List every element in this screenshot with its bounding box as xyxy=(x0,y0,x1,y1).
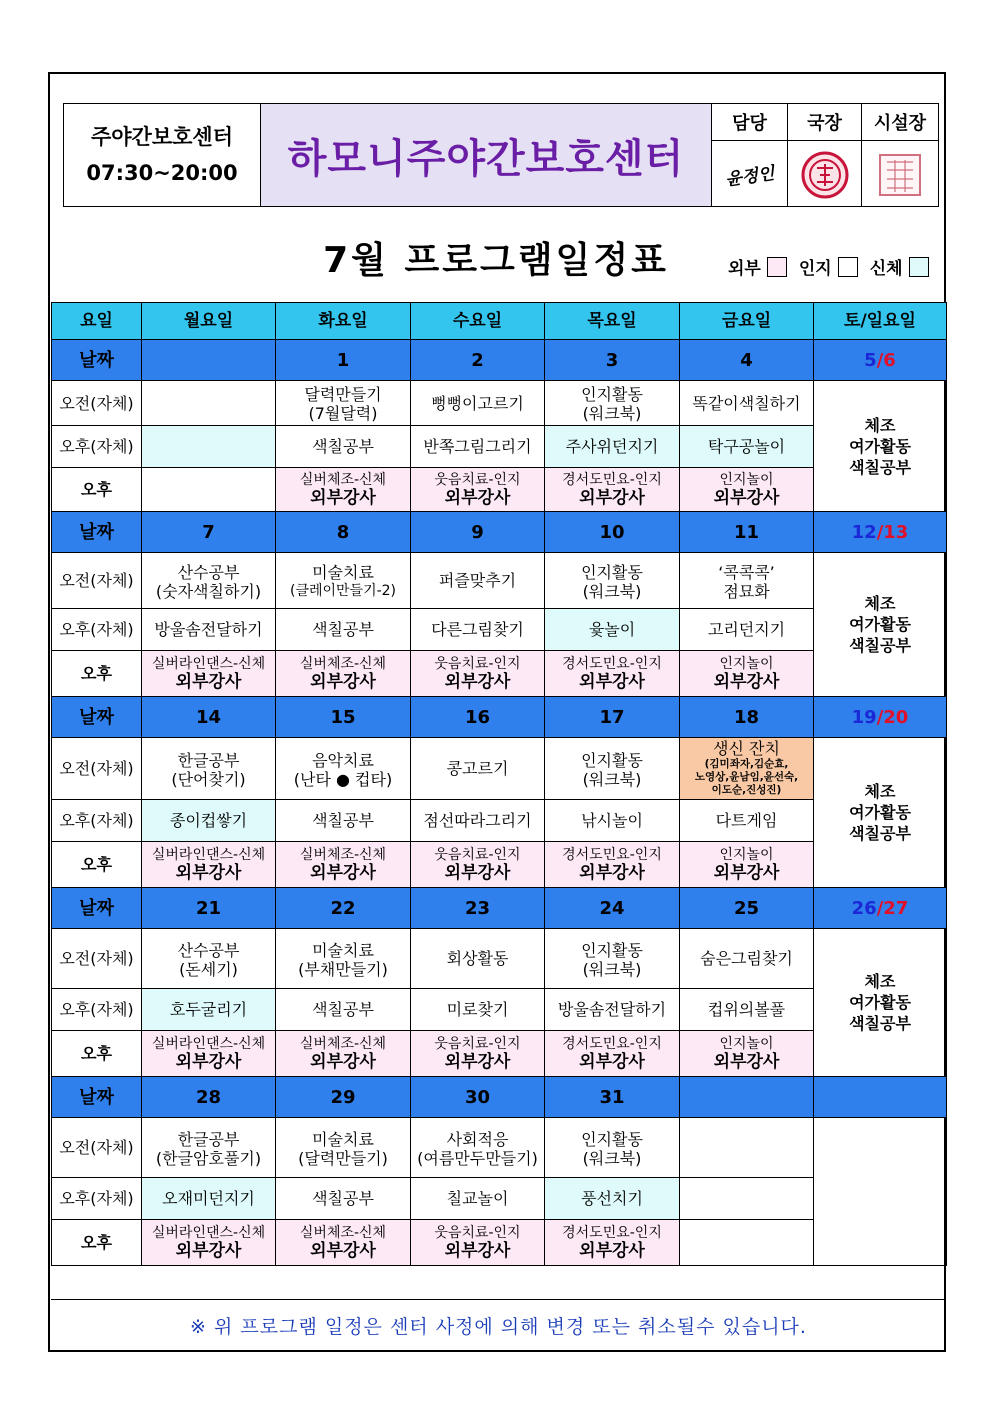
am-activity-cell xyxy=(680,929,814,989)
pm-self-activity-cell: 호두굴리기 xyxy=(142,989,276,1031)
pm-row-label: 오후 xyxy=(52,842,142,888)
pm-activity-instructor: 외부강사 xyxy=(579,672,645,692)
pm-activity-name: 웃음치료-인지 xyxy=(434,1225,521,1241)
legend-swatch-cognitive xyxy=(838,257,858,277)
pm-activity-instructor: 외부강사 xyxy=(310,1052,376,1072)
am-activity-text: (달력만들기) xyxy=(298,1148,388,1168)
am-activity-cell xyxy=(411,553,545,609)
pm-activity-instructor: 외부강사 xyxy=(579,1052,645,1072)
footer-note: ※ 위 프로그램 일정은 센터 사정에 의해 변경 또는 취소될수 있습니다. xyxy=(51,1299,946,1350)
legend-label-physical: 신체 xyxy=(869,259,903,279)
sign-box-director xyxy=(788,103,862,207)
pm-self-activity-cell: 윷놀이 xyxy=(545,609,680,651)
am-activity-cell xyxy=(545,1118,680,1178)
director-seal-icon xyxy=(800,150,850,200)
pm-row-label: 오후 xyxy=(52,651,142,697)
am-row-label: 오전(자체) xyxy=(52,1118,142,1178)
am-activity-text: (숫자색칠하기) xyxy=(155,581,262,601)
pm-self-row-label: 오후(자체) xyxy=(52,609,142,651)
am-activity-cell xyxy=(411,381,545,426)
am-activity-text: 숨은그림찾기 xyxy=(700,949,793,968)
pm-self-activity-cell: 색칠공부 xyxy=(276,1178,411,1220)
am-activity-text: (클레이만들기-2) xyxy=(289,582,397,599)
pm-activity-cell xyxy=(142,468,276,512)
am-activity-text: 달력만들기 xyxy=(304,385,382,404)
column-header: 요일 xyxy=(52,303,142,340)
am-activity-text: (워크북) xyxy=(582,1148,642,1168)
am-activity-text: (워크북) xyxy=(582,581,642,601)
date-cell: 3 xyxy=(545,340,680,381)
saturday-date: 19 xyxy=(851,706,877,728)
pm-row-label: 오후 xyxy=(52,468,142,512)
date-cell: 15 xyxy=(276,697,411,738)
pm-activity-instructor: 외부강사 xyxy=(713,672,780,692)
am-row-label: 오전(자체) xyxy=(52,381,142,426)
date-cell: 25 xyxy=(680,888,814,929)
am-activity-text: (단어찾기) xyxy=(171,769,246,789)
am-activity-text: 이도순,진성진) xyxy=(711,784,782,796)
schedule-table xyxy=(51,302,947,1266)
pm-self-activity-cell: 색칠공부 xyxy=(276,989,411,1031)
legend-label-cognitive: 인지 xyxy=(798,259,832,279)
pm-activity-name: 실버라인댄스-신체 xyxy=(151,656,266,672)
weekend-activity: 색칠공부 xyxy=(849,824,911,843)
pm-self-activity-cell: 방울솜전달하기 xyxy=(545,989,680,1031)
pm-self-activity-cell: 오재미던지기 xyxy=(142,1178,276,1220)
weekend-date-cell: 12/13 xyxy=(814,512,947,553)
pm-activity-name: 웃음치료-인지 xyxy=(434,1036,521,1052)
am-activity-cell xyxy=(276,553,411,609)
date-cell: 22 xyxy=(276,888,411,929)
center-name: 주야간보호센터 xyxy=(90,125,233,149)
am-activity-text: 인지활동 xyxy=(581,385,643,404)
center-title: 하모니주야간보호센터 xyxy=(261,103,712,207)
pm-self-activity-cell: 종이컵쌓기 xyxy=(142,800,276,842)
pm-activity-cell xyxy=(276,1031,411,1077)
pm-self-activity-cell: 낚시놀이 xyxy=(545,800,680,842)
am-activity-text: (부채만들기) xyxy=(298,959,388,979)
legend-swatch-external xyxy=(767,257,787,277)
am-activity-text: 생신 잔치 xyxy=(713,739,780,758)
pm-activity-instructor: 외부강사 xyxy=(444,1241,511,1261)
am-activity-text: 사회적응 xyxy=(446,1129,509,1149)
am-activity-cell xyxy=(411,1118,545,1178)
pm-activity-cell xyxy=(545,651,680,697)
pm-activity-instructor: 외부강사 xyxy=(175,672,242,692)
pm-self-activity-cell: 탁구공놀이 xyxy=(680,426,814,468)
weekend-date-cell: 5/6 xyxy=(814,340,947,381)
pm-activity-name: 경서도민요-인지 xyxy=(562,847,662,863)
date-cell: 9 xyxy=(411,512,545,553)
am-activity-cell xyxy=(142,1118,276,1178)
saturday-date: 5 xyxy=(864,349,877,371)
date-cell: 17 xyxy=(545,697,680,738)
pm-self-activity-cell: 칠교놀이 xyxy=(411,1178,545,1220)
pm-activity-cell xyxy=(142,651,276,697)
pm-self-activity-cell xyxy=(680,1178,814,1220)
saturday-date: 12 xyxy=(851,521,877,543)
date-cell: 1 xyxy=(276,340,411,381)
pm-activity-cell xyxy=(411,651,545,697)
pm-activity-name: 경서도민요-인지 xyxy=(562,1036,662,1052)
pm-activity-cell xyxy=(545,1220,680,1266)
am-activity-text: 미술치료 xyxy=(312,562,374,582)
pm-self-activity-cell: 풍선치기 xyxy=(545,1178,680,1220)
sign-label-manager: 담당 xyxy=(712,104,787,141)
date-row-label: 날짜 xyxy=(52,697,142,738)
date-cell: 24 xyxy=(545,888,680,929)
legend-label-external: 외부 xyxy=(728,259,761,279)
pm-self-activity-cell: 점선따라그리기 xyxy=(411,800,545,842)
am-activity-text: (7월달력) xyxy=(308,404,378,423)
date-row-label: 날짜 xyxy=(52,512,142,553)
am-activity-cell xyxy=(545,738,680,800)
column-header: 화요일 xyxy=(276,303,411,340)
am-activity-cell xyxy=(680,553,814,609)
pm-activity-instructor: 외부강사 xyxy=(175,1052,242,1072)
pm-activity-name: 웃음치료-인지 xyxy=(434,472,521,488)
pm-activity-cell xyxy=(411,1031,545,1077)
weekend-activity: 색칠공부 xyxy=(849,636,911,655)
am-activity-text: 미술치료 xyxy=(312,1129,374,1149)
pm-activity-name: 실버체조-신체 xyxy=(299,1225,387,1241)
am-activity-text: 뻥뻥이고르기 xyxy=(431,393,524,413)
pm-self-activity-cell: 컵위의볼풀 xyxy=(680,989,814,1031)
am-activity-text: (김미좌자,김순효, xyxy=(704,758,789,770)
am-activity-text: ‘콕콕콕’ xyxy=(718,562,775,582)
am-activity-text: (돈세기) xyxy=(179,959,238,979)
am-activity-text: 노영상,윤남임,윤선숙, xyxy=(694,771,799,783)
pm-activity-cell xyxy=(142,1220,276,1266)
pm-self-activity-cell: 다른그림찾기 xyxy=(411,609,545,651)
column-header: 월요일 xyxy=(142,303,276,340)
am-activity-text: 회상활동 xyxy=(446,949,509,968)
page-title: 7월 프로그램일정표 xyxy=(323,240,669,281)
pm-activity-instructor: 외부강사 xyxy=(175,1241,242,1261)
date-cell: 28 xyxy=(142,1077,276,1118)
am-activity-cell xyxy=(411,929,545,989)
center-hours: 07:30~20:00 xyxy=(86,161,238,185)
weekend-activity: 체조 xyxy=(864,972,896,991)
pm-activity-cell xyxy=(142,842,276,888)
pm-activity-cell xyxy=(276,842,411,888)
am-activity-cell xyxy=(545,929,680,989)
legend-swatch-physical xyxy=(909,257,929,277)
pm-self-activity-cell: 주사위던지기 xyxy=(545,426,680,468)
pm-activity-instructor: 외부강사 xyxy=(713,488,780,508)
date-cell: 7 xyxy=(142,512,276,553)
weekend-activities xyxy=(814,553,947,697)
am-activity-text: 미술치료 xyxy=(312,940,374,960)
sign-label-head: 시설장 xyxy=(862,104,938,141)
am-activity-cell xyxy=(276,1118,411,1178)
column-header: 금요일 xyxy=(680,303,814,340)
pm-activity-instructor: 외부강사 xyxy=(579,863,645,883)
pm-self-activity-cell: 고리던지기 xyxy=(680,609,814,651)
date-cell: 18 xyxy=(680,697,814,738)
pm-activity-instructor: 외부강사 xyxy=(310,488,376,508)
pm-self-activity-cell: 색칠공부 xyxy=(276,426,411,468)
center-info xyxy=(63,103,261,207)
date-cell: 30 xyxy=(411,1077,545,1118)
am-activity-cell xyxy=(411,738,545,800)
pm-activity-instructor: 외부강사 xyxy=(444,672,511,692)
pm-activity-name: 웃음치료-인지 xyxy=(434,656,521,672)
pm-row-label: 오후 xyxy=(52,1220,142,1266)
pm-self-activity-cell xyxy=(142,426,276,468)
am-row-label: 오전(자체) xyxy=(52,929,142,989)
pm-self-activity-cell: 다트게임 xyxy=(680,800,814,842)
am-activity-cell xyxy=(545,553,680,609)
am-activity-text: 한글공부 xyxy=(177,1129,240,1149)
am-activity-text: (난타 ● 컵타) xyxy=(293,769,393,789)
pm-activity-cell xyxy=(411,842,545,888)
pm-activity-cell xyxy=(680,468,814,512)
pm-activity-name: 실버체조-신체 xyxy=(299,656,387,672)
legend xyxy=(728,254,935,279)
pm-self-activity-cell: 반쪽그림그리기 xyxy=(411,426,545,468)
am-activity-cell xyxy=(142,929,276,989)
sign-box-head xyxy=(862,103,939,207)
weekend-activity: 체조 xyxy=(864,415,896,435)
am-activity-cell xyxy=(545,381,680,426)
pm-activity-instructor: 외부강사 xyxy=(713,863,780,883)
pm-activity-instructor: 외부강사 xyxy=(175,863,242,883)
pm-activity-cell xyxy=(276,468,411,512)
am-activity-text: 음악치료 xyxy=(312,750,374,770)
weekend-date-cell: 26/27 xyxy=(814,888,947,929)
pm-activity-name: 경서도민요-인지 xyxy=(562,656,662,672)
am-activity-text: 점묘화 xyxy=(723,581,770,601)
column-header: 목요일 xyxy=(545,303,680,340)
pm-activity-name: 인지놀이 xyxy=(719,1036,774,1052)
pm-activity-cell xyxy=(680,1031,814,1077)
am-activity-cell xyxy=(276,929,411,989)
signature: 윤정인 xyxy=(724,163,776,191)
pm-self-row-label: 오후(자체) xyxy=(52,426,142,468)
date-row-label: 날짜 xyxy=(52,1077,142,1118)
sign-label-director: 국장 xyxy=(788,104,861,141)
pm-activity-name: 경서도민요-인지 xyxy=(562,1225,662,1241)
am-row-label: 오전(자체) xyxy=(52,738,142,800)
sunday-date: 27 xyxy=(883,897,909,919)
am-activity-cell xyxy=(680,1118,814,1178)
weekend-activity: 체조 xyxy=(864,782,896,801)
pm-self-row-label: 오후(자체) xyxy=(52,1178,142,1220)
pm-activity-name: 실버라인댄스-신체 xyxy=(151,1225,266,1241)
sign-box-manager xyxy=(712,103,788,207)
pm-activity-cell xyxy=(142,1031,276,1077)
saturday-date: 26 xyxy=(851,897,877,919)
pm-self-row-label: 오후(자체) xyxy=(52,989,142,1031)
weekend-activities xyxy=(814,929,947,1077)
pm-activity-instructor: 외부강사 xyxy=(444,1052,511,1072)
am-row-label: 오전(자체) xyxy=(52,553,142,609)
date-cell: 8 xyxy=(276,512,411,553)
sunday-date: 6 xyxy=(883,349,896,371)
date-cell: 2 xyxy=(411,340,545,381)
pm-activity-cell xyxy=(276,1220,411,1266)
pm-activity-cell xyxy=(545,1031,680,1077)
am-activity-text: 똑같이색칠하기 xyxy=(692,393,801,413)
weekend-activity: 색칠공부 xyxy=(849,457,911,477)
date-cell xyxy=(142,340,276,381)
am-activity-text: 산수공부 xyxy=(177,940,240,960)
weekend-activity: 체조 xyxy=(864,594,896,613)
am-activity-text: 인지활동 xyxy=(581,750,643,770)
date-cell: 29 xyxy=(276,1077,411,1118)
sunday-date: 13 xyxy=(883,521,909,543)
weekend-activities xyxy=(814,381,947,512)
date-cell: 10 xyxy=(545,512,680,553)
am-activity-text: (워크북) xyxy=(582,959,642,979)
column-header: 수요일 xyxy=(411,303,545,340)
am-activity-text: 퍼즐맞추기 xyxy=(438,571,517,590)
am-activity-text: (여름만두만들기) xyxy=(417,1148,538,1168)
am-activity-text: 인지활동 xyxy=(581,562,643,582)
am-activity-cell xyxy=(276,738,411,800)
pm-activity-name: 웃음치료-인지 xyxy=(434,847,521,863)
pm-activity-name: 실버라인댄스-신체 xyxy=(151,847,266,863)
weekend-activity: 색칠공부 xyxy=(849,1014,911,1033)
pm-activity-instructor: 외부강사 xyxy=(310,1241,376,1261)
pm-self-row-label: 오후(자체) xyxy=(52,800,142,842)
am-activity-text: (워크북) xyxy=(582,404,642,423)
date-row-label: 날짜 xyxy=(52,340,142,381)
pm-self-activity-cell: 미로찾기 xyxy=(411,989,545,1031)
weekend-activity: 여가활동 xyxy=(849,436,911,456)
pm-activity-instructor: 외부강사 xyxy=(310,672,376,692)
pm-activity-instructor: 외부강사 xyxy=(310,863,376,883)
weekend-date-cell: 19/20 xyxy=(814,697,947,738)
pm-activity-name: 경서도민요-인지 xyxy=(562,472,662,488)
am-activity-text: (워크북) xyxy=(582,769,642,789)
pm-activity-name: 실버체조-신체 xyxy=(299,1036,387,1052)
pm-activity-instructor: 외부강사 xyxy=(713,1052,780,1072)
pm-activity-name: 인지놀이 xyxy=(719,656,774,672)
pm-activity-cell xyxy=(680,1220,814,1266)
date-row-label: 날짜 xyxy=(52,888,142,929)
pm-activity-instructor: 외부강사 xyxy=(579,488,645,508)
am-activity-text: 한글공부 xyxy=(177,750,240,770)
sunday-date: 20 xyxy=(883,706,909,728)
weekend-date-cell xyxy=(814,1077,947,1118)
am-activity-cell xyxy=(680,738,814,800)
pm-activity-cell xyxy=(545,842,680,888)
date-cell xyxy=(680,1077,814,1118)
pm-activity-instructor: 외부강사 xyxy=(444,488,511,508)
weekend-activity: 여가활동 xyxy=(849,803,911,822)
am-activity-cell xyxy=(680,381,814,426)
pm-activity-cell xyxy=(545,468,680,512)
am-activity-cell xyxy=(142,738,276,800)
am-activity-text: 인지활동 xyxy=(581,940,643,960)
date-cell: 14 xyxy=(142,697,276,738)
pm-activity-cell xyxy=(411,1220,545,1266)
am-activity-cell xyxy=(276,381,411,426)
facility-seal-icon xyxy=(877,152,923,198)
date-cell: 23 xyxy=(411,888,545,929)
weekend-activities xyxy=(814,1118,947,1266)
date-cell: 4 xyxy=(680,340,814,381)
pm-activity-name: 실버라인댄스-신체 xyxy=(151,1036,266,1052)
weekend-activities xyxy=(814,738,947,888)
pm-activity-cell xyxy=(276,651,411,697)
date-cell: 11 xyxy=(680,512,814,553)
pm-row-label: 오후 xyxy=(52,1031,142,1077)
date-cell: 31 xyxy=(545,1077,680,1118)
pm-activity-name: 인지놀이 xyxy=(719,472,774,488)
pm-self-activity-cell: 방울솜전달하기 xyxy=(142,609,276,651)
pm-activity-name: 실버체조-신체 xyxy=(299,472,387,488)
pm-activity-instructor: 외부강사 xyxy=(579,1241,645,1261)
column-header: 토/일요일 xyxy=(814,303,947,340)
pm-activity-cell xyxy=(680,842,814,888)
am-activity-text: 인지활동 xyxy=(581,1129,643,1149)
am-activity-cell xyxy=(142,381,276,426)
pm-self-activity-cell: 색칠공부 xyxy=(276,609,411,651)
date-cell: 21 xyxy=(142,888,276,929)
pm-self-activity-cell: 색칠공부 xyxy=(276,800,411,842)
pm-activity-instructor: 외부강사 xyxy=(444,863,511,883)
weekend-activity: 여가활동 xyxy=(849,993,911,1012)
am-activity-text: 콩고르기 xyxy=(446,759,509,778)
pm-activity-cell xyxy=(411,468,545,512)
date-cell: 16 xyxy=(411,697,545,738)
pm-activity-cell xyxy=(680,651,814,697)
am-activity-cell xyxy=(142,553,276,609)
pm-activity-name: 실버체조-신체 xyxy=(299,847,387,863)
am-activity-text: (한글암호풀기) xyxy=(155,1148,262,1168)
pm-activity-name: 인지놀이 xyxy=(719,847,774,863)
weekend-activity: 여가활동 xyxy=(849,615,911,634)
am-activity-text: 산수공부 xyxy=(177,562,240,582)
